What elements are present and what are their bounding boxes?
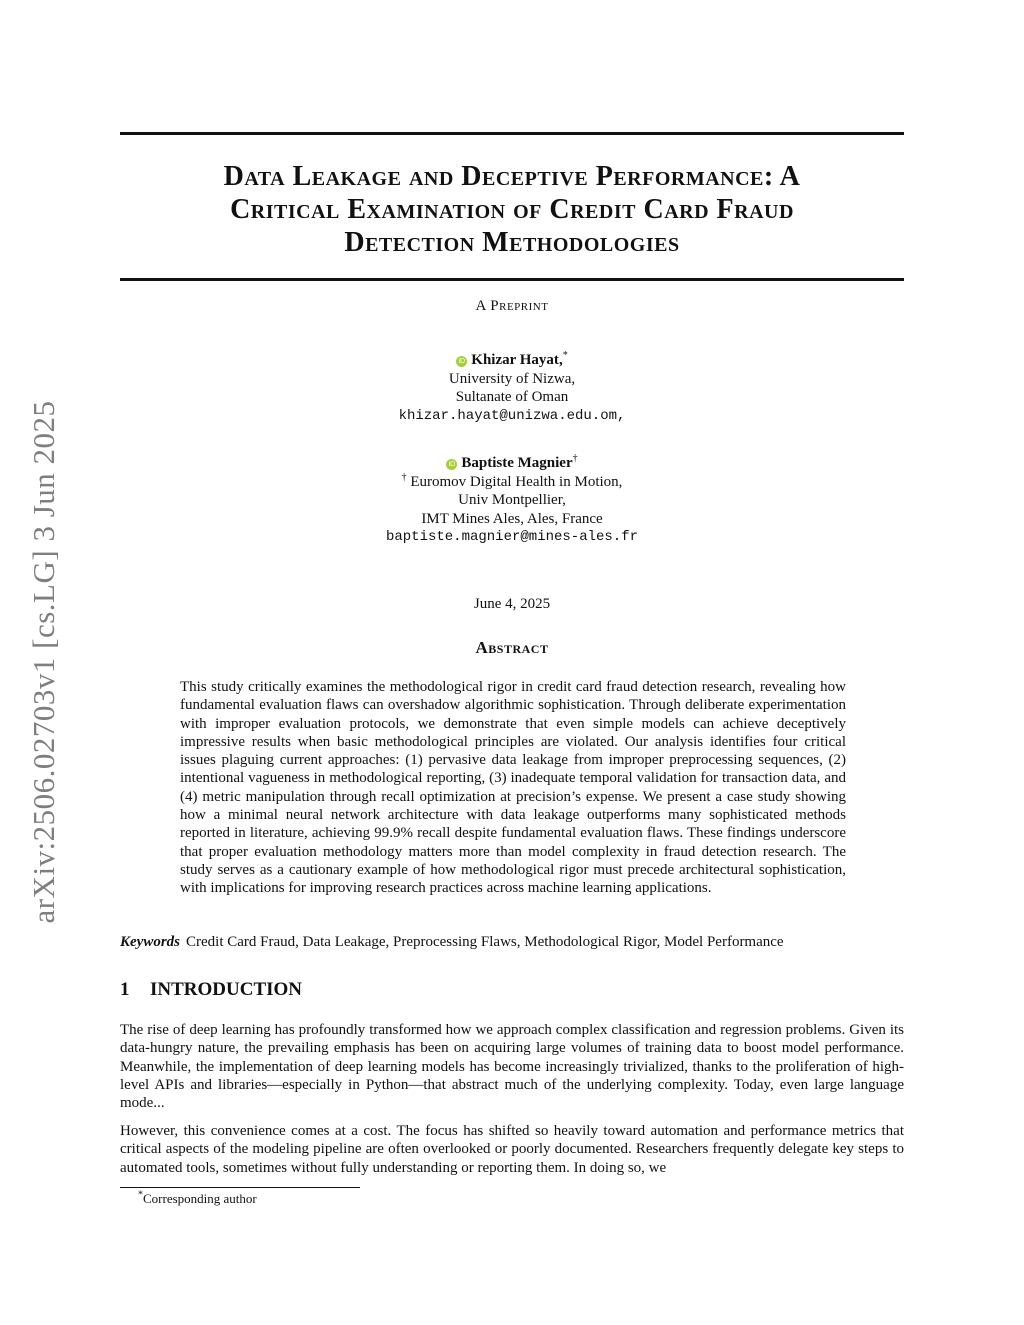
affiliation-line: Sultanate of Oman xyxy=(455,389,569,405)
keywords xyxy=(120,934,904,951)
title-rule-bottom xyxy=(120,278,904,281)
keywords-text: Credit Card Fraud, Data Leakage, Preprocessing Flaws, Methodological Rigor, Model Performance xyxy=(186,934,784,950)
paper-date: June 4, 2025 xyxy=(473,596,551,612)
author-email[interactable]: khizar.hayat@unizwa.edu.om, xyxy=(398,407,626,424)
intro-paragraph-1: The rise of deep learning has profoundly transformed how we approach complex classification and regression problems. Given its data-hungry nature, the prevailing emphasis has been on acquiring large volumes of training data to boost model performance. Meanwhile, the implementation of deep learning models has become increasingly trivialized, thanks to the proliferation of high-level APIs and libraries—especially in Python—that abstract much of the underlying complexity. Today, even large language mode... xyxy=(120,1022,904,1112)
corresponding-mark: * xyxy=(562,350,568,361)
keywords-label: Keywords xyxy=(120,934,180,950)
author-email[interactable]: baptiste.magnier@mines-ales.fr xyxy=(385,529,639,545)
section-heading xyxy=(120,979,904,1001)
footnote-text: Corresponding author xyxy=(143,1191,257,1206)
paper-title xyxy=(120,160,904,259)
title-line-3: Detection Methodologies xyxy=(344,227,680,258)
affiliation-line: Univ Montpellier, xyxy=(458,492,566,508)
affiliation-line: IMT Mines Ales, Ales, France xyxy=(421,510,603,527)
section-number: 1 xyxy=(120,979,130,1000)
preprint-label: A Preprint xyxy=(475,298,549,314)
title-line-2: Critical Examination of Credit Card Fraud xyxy=(230,194,794,225)
affiliation-text: Euromov Digital Health in Motion, xyxy=(410,473,623,490)
affiliation-mark: † xyxy=(572,453,578,464)
abstract-body: This study critically examines the methodological rigor in credit card fraud detection research, revealing how fundamental evaluation flaws can overshadow algorithmic sophistication. Through deliberate experimentation with improper evaluation protocols, we demonstrate that even simple models can achieve deceptively impressive results when basic methodological principles are violated. Our analysis identifies four critical issues plaguing current approaches: (1) pervasive data leakage from improper preprocessing sequences, (2) intentional vagueness in methodological reporting, (3) inadequate temporal validation for transaction data, and (4) metric manipulation through recall optimization at precision’s expense. We present a case study showing how a minimal neural network architecture with data leakage outperforms many sophisticated methods reported in literature, achieving 99.9% recall despite fundamental evaluation flaws. These findings underscore that proper evaluation methodology matters more than model complexity in fraud detection research. The study serves as a cautionary example of how methodological rigor must precede architectural sophistication, with implications for improving research practices across machine learning applications. xyxy=(180,679,846,897)
author-name: Baptiste Magnier xyxy=(461,455,573,471)
affiliation-mark: † xyxy=(401,471,407,483)
intro-paragraph-2: However, this convenience comes at a cost. The focus has shifted so heavily toward automation and performance metrics that critical aspects of the modeling pipeline are often overlooked or poorly documented. Researchers frequently delegate key steps to automated tools, sometimes without fully understanding or reporting them. In doing so, we xyxy=(120,1123,904,1176)
author-block-2 xyxy=(120,454,904,547)
affiliation-line xyxy=(120,473,904,492)
author-name-line xyxy=(120,454,904,473)
title-line-1: Data Leakage and Deceptive Performance: A xyxy=(223,161,801,192)
author-block-1 xyxy=(120,351,904,425)
footnote xyxy=(138,1191,257,1207)
arxiv-stamp: arXiv:2506.02703v1 [cs.LG] 3 Jun 2025 xyxy=(26,400,61,924)
affiliation-line: University of Nizwa, xyxy=(448,370,576,387)
section-title: INTRODUCTION xyxy=(150,979,303,1000)
footnote-mark: * xyxy=(138,1189,143,1201)
orcid-icon[interactable]: iD xyxy=(446,459,457,470)
title-rule-top xyxy=(120,132,904,135)
author-name: Khizar Hayat xyxy=(471,352,559,368)
abstract-heading: Abstract xyxy=(475,638,549,657)
footnote-rule xyxy=(120,1187,360,1188)
orcid-icon[interactable]: iD xyxy=(456,356,467,367)
author-name-line: iD Khizar Hayat,* xyxy=(120,351,904,370)
